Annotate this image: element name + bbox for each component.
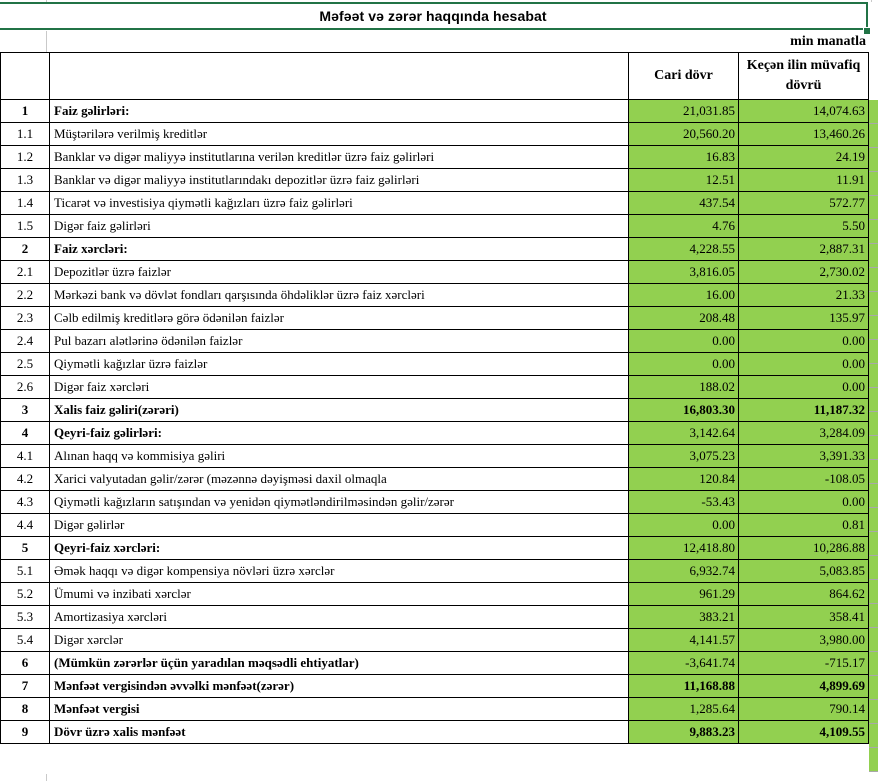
current-value-cell[interactable]: 20,560.20 [629,123,739,146]
previous-value-cell[interactable]: 14,074.63 [739,100,869,123]
row-number-cell[interactable]: 4.3 [1,491,50,514]
cutoff-green-column [869,100,878,772]
previous-value-cell[interactable]: 4,899.69 [739,675,869,698]
header-row-number[interactable] [1,53,50,100]
previous-value-cell[interactable]: 11.91 [739,169,869,192]
previous-value-cell[interactable]: 0.81 [739,514,869,537]
row-label-cell[interactable]: Digər faiz xərcləri [50,376,629,399]
row-number-cell[interactable]: 2.3 [1,307,50,330]
table-row [1,307,869,330]
previous-value-cell[interactable]: -108.05 [739,468,869,491]
current-value-cell[interactable]: 208.48 [629,307,739,330]
previous-value-cell[interactable]: 0.00 [739,491,869,514]
row-number-cell[interactable]: 1.2 [1,146,50,169]
current-value-cell[interactable]: 437.54 [629,192,739,215]
row-label-cell[interactable]: Qeyri-faiz xərcləri: [50,537,629,560]
header-indicator[interactable] [50,53,629,100]
current-value-cell[interactable]: 16,803.30 [629,399,739,422]
current-value-cell[interactable]: 3,816.05 [629,261,739,284]
current-value-cell[interactable]: 383.21 [629,606,739,629]
current-value-cell[interactable]: 0.00 [629,330,739,353]
current-value-cell[interactable]: -53.43 [629,491,739,514]
previous-value-cell[interactable]: 10,286.88 [739,537,869,560]
row-label-cell[interactable]: Mənfəət vergisindən əvvəlki mənfəət(zərər) [50,675,629,698]
row-label-cell[interactable]: Depozitlər üzrə faizlər [50,261,629,284]
table-row [1,606,869,629]
table-row [1,284,869,307]
row-number-cell[interactable]: 4 [1,422,50,445]
profit-loss-table [0,52,869,744]
current-value-cell[interactable]: 120.84 [629,468,739,491]
row-number-cell[interactable]: 2.1 [1,261,50,284]
current-value-cell[interactable]: 21,031.85 [629,100,739,123]
table-row [1,583,869,606]
unit-note: min manatla [790,34,866,49]
table-row [1,215,869,238]
current-value-cell[interactable]: 4,228.55 [629,238,739,261]
row-number-cell[interactable]: 5.2 [1,583,50,606]
previous-value-cell[interactable]: 2,887.31 [739,238,869,261]
current-value-cell[interactable]: 3,075.23 [629,445,739,468]
current-value-cell[interactable]: 12,418.80 [629,537,739,560]
previous-value-cell[interactable]: 24.19 [739,146,869,169]
row-label-cell[interactable]: Alınan haqq və kommisiya gəliri [50,445,629,468]
previous-value-cell[interactable]: 572.77 [739,192,869,215]
row-label-cell[interactable]: Qeyri-faiz gəlirləri: [50,422,629,445]
previous-value-cell[interactable]: 864.62 [739,583,869,606]
row-number-cell[interactable]: 1.3 [1,169,50,192]
row-label-cell[interactable]: Faiz xərcləri: [50,238,629,261]
row-label-cell[interactable]: Müştərilərə verilmiş kreditlər [50,123,629,146]
row-label-cell[interactable]: Banklar və digər maliyyə institutlarına verilən kreditlər üzrə faiz gəlirləri [50,146,629,169]
row-label-cell[interactable]: Digər faiz gəlirləri [50,215,629,238]
table-row [1,537,869,560]
row-number-cell[interactable]: 5.3 [1,606,50,629]
current-value-cell[interactable]: 188.02 [629,376,739,399]
row-label-cell[interactable]: Amortizasiya xərcləri [50,606,629,629]
row-number-cell[interactable]: 8 [1,698,50,721]
table-row [1,721,869,744]
previous-value-cell[interactable]: 5.50 [739,215,869,238]
table-row [1,146,869,169]
previous-value-cell[interactable]: 0.00 [739,353,869,376]
row-number-cell[interactable]: 1.5 [1,215,50,238]
table-row [1,491,869,514]
table-row [1,192,869,215]
row-label-cell[interactable]: Əmək haqqı və digər kompensiya növləri üzrə xərclər [50,560,629,583]
row-number-cell[interactable]: 5.4 [1,629,50,652]
row-label-cell[interactable]: Digər gəlirlər [50,514,629,537]
row-number-cell[interactable]: 2.4 [1,330,50,353]
previous-value-cell[interactable]: 5,083.85 [739,560,869,583]
previous-value-cell[interactable]: 0.00 [739,376,869,399]
current-value-cell[interactable]: 9,883.23 [629,721,739,744]
row-number-cell[interactable]: 2.5 [1,353,50,376]
report-table-body [1,100,869,744]
row-label-cell[interactable]: Pul bazarı alətlərinə ödənilən faizlər [50,330,629,353]
current-value-cell[interactable]: 16.00 [629,284,739,307]
previous-value-cell[interactable]: -715.17 [739,652,869,675]
row-number-cell[interactable]: 2 [1,238,50,261]
header-previous-period[interactable]: Keçən ilin müvafiq dövrü [739,53,869,100]
previous-value-cell[interactable]: 21.33 [739,284,869,307]
current-value-cell[interactable]: 6,932.74 [629,560,739,583]
table-row [1,698,869,721]
previous-value-cell[interactable]: 3,284.09 [739,422,869,445]
row-number-cell[interactable]: 9 [1,721,50,744]
row-label-cell[interactable]: Faiz gəlirləri: [50,100,629,123]
gridline-segment [871,0,872,2]
previous-value-cell[interactable]: 3,391.33 [739,445,869,468]
table-row [1,261,869,284]
row-label-cell[interactable]: Mənfəət vergisi [50,698,629,721]
current-value-cell[interactable]: 1,285.64 [629,698,739,721]
row-number-cell[interactable]: 4.4 [1,514,50,537]
row-number-cell[interactable]: 6 [1,652,50,675]
current-value-cell[interactable]: 16.83 [629,146,739,169]
row-label-cell[interactable]: Cəlb edilmiş kreditlərə görə ödənilən faizlər [50,307,629,330]
previous-value-cell[interactable]: 11,187.32 [739,399,869,422]
row-label-cell[interactable]: Ümumi və inzibati xərclər [50,583,629,606]
header-current-period[interactable]: Cari dövr [629,53,739,100]
table-row [1,468,869,491]
current-value-cell[interactable]: 3,142.64 [629,422,739,445]
table-row [1,399,869,422]
current-value-cell[interactable]: -3,641.74 [629,652,739,675]
row-number-cell[interactable]: 4.2 [1,468,50,491]
current-value-cell[interactable]: 961.29 [629,583,739,606]
row-number-cell[interactable]: 3 [1,399,50,422]
table-row [1,514,869,537]
row-label-cell[interactable]: Banklar və digər maliyyə institutlarındakı depozitlər üzrə faiz gəlirləri [50,169,629,192]
row-number-cell[interactable]: 2.2 [1,284,50,307]
table-row [1,123,869,146]
row-number-cell[interactable]: 1 [1,100,50,123]
previous-value-cell[interactable]: 135.97 [739,307,869,330]
current-value-cell[interactable]: 0.00 [629,514,739,537]
table-header-row [1,53,869,100]
previous-value-cell[interactable]: 4,109.55 [739,721,869,744]
table-row [1,100,869,123]
table-row [1,376,869,399]
row-number-cell[interactable]: 4.1 [1,445,50,468]
row-number-cell[interactable]: 5 [1,537,50,560]
row-label-cell[interactable]: Xalis faiz gəliri(zərəri) [50,399,629,422]
row-label-cell[interactable]: Qiymətli kağızlar üzrə faizlər [50,353,629,376]
row-label-cell[interactable]: Digər xərclər [50,629,629,652]
previous-value-cell[interactable]: 358.41 [739,606,869,629]
row-number-cell[interactable]: 2.6 [1,376,50,399]
report-title-cell[interactable] [0,2,868,30]
current-value-cell[interactable]: 11,168.88 [629,675,739,698]
row-number-cell[interactable]: 5.1 [1,560,50,583]
row-label-cell[interactable]: Dövr üzrə xalis mənfəət [50,721,629,744]
table-row [1,675,869,698]
previous-value-cell[interactable]: 0.00 [739,330,869,353]
table-row [1,353,869,376]
row-label-cell[interactable]: Xarici valyutadan gəlir/zərər (məzənnə dəyişməsi daxil olmaqla [50,468,629,491]
previous-value-cell[interactable]: 13,460.26 [739,123,869,146]
row-label-cell[interactable]: (Mümkün zərərlər üçün yaradılan məqsədli ehtiyatlar) [50,652,629,675]
table-row [1,652,869,675]
current-value-cell[interactable]: 0.00 [629,353,739,376]
table-row [1,238,869,261]
previous-value-cell[interactable]: 790.14 [739,698,869,721]
current-value-cell[interactable]: 12.51 [629,169,739,192]
table-row [1,330,869,353]
row-number-cell[interactable]: 7 [1,675,50,698]
table-row [1,422,869,445]
report-title: Məfəət və zərər haqqında hesabat [319,8,547,24]
current-value-cell[interactable]: 4,141.57 [629,629,739,652]
previous-value-cell[interactable]: 3,980.00 [739,629,869,652]
previous-value-cell[interactable]: 2,730.02 [739,261,869,284]
row-label-cell[interactable]: Ticarət və investisiya qiymətli kağızları üzrə faiz gəlirləri [50,192,629,215]
row-label-cell[interactable]: Qiymətli kağızların satışından və yenidən qiymətləndirilməsindən gəlir/zərər [50,491,629,514]
row-number-cell[interactable]: 1.4 [1,192,50,215]
gridline-segment [46,774,47,781]
table-row [1,445,869,468]
current-value-cell[interactable]: 4.76 [629,215,739,238]
table-row [1,560,869,583]
row-number-cell[interactable]: 1.1 [1,123,50,146]
table-row [1,629,869,652]
table-row [1,169,869,192]
row-label-cell[interactable]: Mərkəzi bank və dövlət fondları qarşısında öhdəliklər üzrə faiz xərcləri [50,284,629,307]
